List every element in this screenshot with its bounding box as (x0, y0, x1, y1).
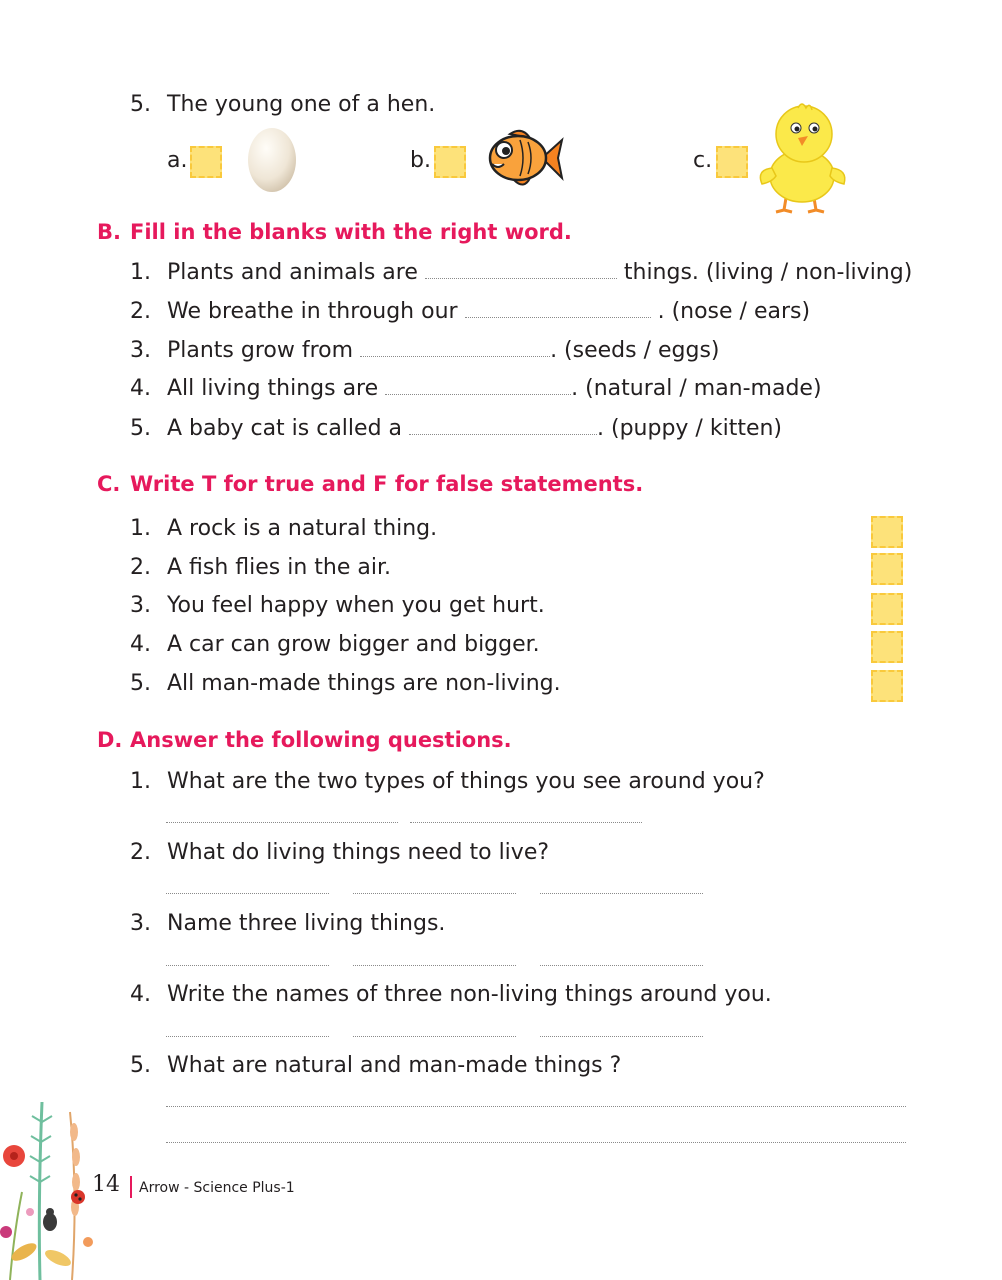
floral-decoration (0, 1082, 100, 1280)
option-label-b: b. (410, 148, 431, 173)
blank-field[interactable] (385, 376, 571, 395)
answer-line[interactable] (353, 965, 516, 966)
answer-box-tf-2[interactable] (871, 553, 903, 585)
answer-line[interactable] (540, 1036, 703, 1037)
item-number: 3. (130, 593, 151, 618)
section-title: Fill in the blanks with the right word. (130, 220, 572, 244)
item-number: 4. (130, 982, 151, 1007)
item-number: 5. (130, 416, 151, 441)
item-number: 2. (130, 299, 151, 324)
answer-line[interactable] (166, 965, 329, 966)
answer-line[interactable] (540, 965, 703, 966)
answer-line[interactable] (166, 822, 398, 823)
footer-divider (130, 1176, 132, 1198)
page-number: 14 (92, 1172, 120, 1197)
fish-image (484, 126, 564, 190)
item-text: Write the names of three non-living things around you. (167, 982, 772, 1007)
item-number: 1. (130, 260, 151, 285)
item-text: Name three living things. (167, 911, 446, 936)
option-label-c: c. (693, 148, 713, 173)
answer-box-a[interactable] (190, 146, 222, 178)
item-number: 1. (130, 516, 151, 541)
blank-field[interactable] (425, 260, 617, 279)
item-text: What do living things need to live? (167, 840, 550, 865)
item-number: 3. (130, 338, 151, 363)
option-label-a: a. (167, 148, 188, 173)
item-text: What are natural and man-made things ? (167, 1053, 622, 1078)
blank-field[interactable] (465, 299, 651, 318)
section-d-heading (97, 728, 512, 752)
section-c-heading (97, 472, 643, 496)
item-text: A car can grow bigger and bigger. (167, 632, 540, 657)
item-number: 5. (130, 1053, 151, 1078)
item-number: 3. (130, 911, 151, 936)
item-text: We breathe in through our . (nose / ears) (167, 299, 811, 324)
item-text: What are the two types of things you see around you? (167, 769, 765, 794)
question-number: 5. (130, 92, 151, 117)
item-text: A fish flies in the air. (167, 555, 392, 580)
answer-box-tf-4[interactable] (871, 631, 903, 663)
item-text: A rock is a natural thing. (167, 516, 438, 541)
section-title: Write T for true and F for false statements. (130, 472, 644, 496)
item-text: You feel happy when you get hurt. (167, 593, 545, 618)
chick-image (756, 100, 852, 214)
question-text: The young one of a hen. (167, 92, 436, 117)
item-text: All living things are . (natural / man-made) (167, 376, 822, 401)
blank-field[interactable] (409, 416, 597, 435)
answer-box-tf-5[interactable] (871, 670, 903, 702)
item-text: A baby cat is called a . (puppy / kitten) (167, 416, 783, 441)
egg-image (246, 122, 298, 194)
section-title: Answer the following questions. (130, 728, 512, 752)
item-text: Plants and animals are things. (living / non-living) (167, 260, 913, 285)
answer-line[interactable] (353, 893, 516, 894)
item-number: 5. (130, 671, 151, 696)
item-text: All man-made things are non-living. (167, 671, 561, 696)
item-text: Plants grow from . (seeds / eggs) (167, 338, 720, 363)
blank-field[interactable] (360, 338, 550, 357)
item-number: 4. (130, 632, 151, 657)
answer-box-c[interactable] (716, 146, 748, 178)
answer-line[interactable] (166, 1036, 329, 1037)
answer-box-b[interactable] (434, 146, 466, 178)
section-letter: C. (97, 472, 121, 496)
section-b-heading (97, 220, 572, 244)
item-number: 1. (130, 769, 151, 794)
answer-line[interactable] (353, 1036, 516, 1037)
section-letter: B. (97, 220, 121, 244)
answer-line[interactable] (540, 893, 703, 894)
item-number: 4. (130, 376, 151, 401)
item-number: 2. (130, 840, 151, 865)
answer-box-tf-3[interactable] (871, 593, 903, 625)
book-title: Arrow - Science Plus-1 (139, 1180, 295, 1196)
answer-line[interactable] (166, 1142, 906, 1143)
item-number: 2. (130, 555, 151, 580)
answer-line[interactable] (166, 893, 329, 894)
answer-line[interactable] (166, 1106, 906, 1107)
answer-line[interactable] (410, 822, 642, 823)
answer-box-tf-1[interactable] (871, 516, 903, 548)
section-letter: D. (97, 728, 123, 752)
